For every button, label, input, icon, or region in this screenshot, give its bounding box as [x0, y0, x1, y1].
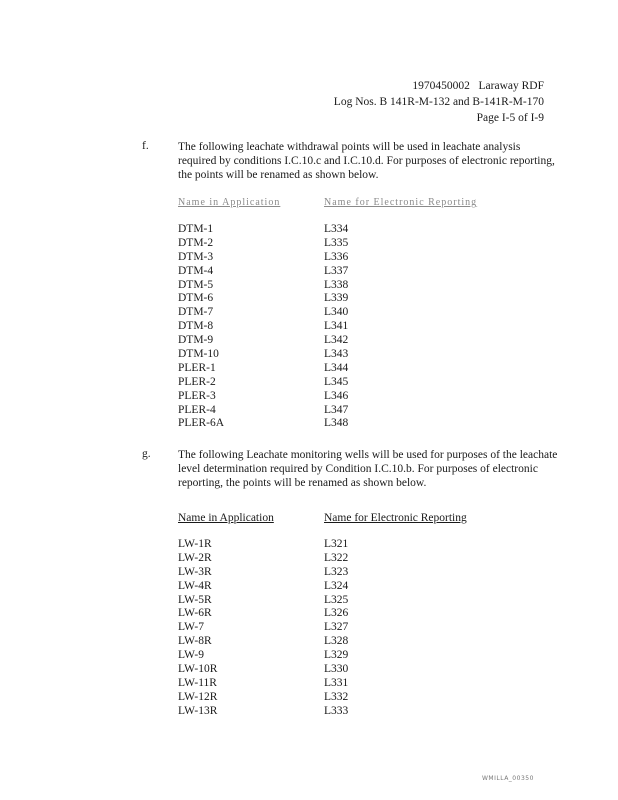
table-row: [178, 677, 444, 691]
electronic-reporting-name-cell: L328: [324, 635, 349, 648]
application-name-cell: LW-6R: [178, 607, 212, 620]
table-row: [178, 649, 444, 663]
header-page-number: Page I-5 of I-9: [476, 112, 544, 124]
application-name-cell: DTM-1: [178, 223, 214, 235]
electronic-reporting-name-cell: L330: [324, 663, 349, 676]
application-name-cell: LW-11R: [178, 676, 217, 689]
electronic-reporting-name-cell: L344: [324, 361, 349, 374]
table-row: [178, 621, 444, 635]
application-name-cell: DTM-4: [178, 264, 214, 277]
electronic-reporting-name-cell: L337: [324, 264, 349, 277]
electronic-reporting-name-cell: L340: [324, 306, 349, 319]
electronic-reporting-name-cell: L339: [324, 292, 349, 305]
table-row: [178, 376, 444, 390]
table-row: [178, 292, 444, 306]
table-row: [178, 223, 444, 237]
electronic-reporting-name-cell: L342: [324, 334, 349, 347]
electronic-reporting-name-cell: L332: [324, 690, 349, 703]
table-row: [178, 580, 444, 594]
section-f-col-b-header: Name for Electronic Reporting: [324, 197, 478, 208]
application-name-cell: PLER-6A: [178, 417, 224, 430]
electronic-reporting-name-cell: L327: [324, 621, 349, 634]
table-row: [178, 320, 444, 334]
electronic-reporting-name-cell: L338: [324, 278, 349, 291]
application-name-cell: DTM-2: [178, 236, 214, 249]
table-row: [178, 705, 444, 719]
application-name-cell: DTM-6: [178, 292, 214, 305]
table-row: [178, 607, 444, 621]
electronic-reporting-name-cell: L347: [324, 403, 349, 416]
application-name-cell: DTM-10: [178, 348, 219, 361]
application-name-cell: PLER-2: [178, 375, 216, 388]
section-g-paragraph: The following Leachate monitoring wells will be used for purposes of the leachate level determination required by Condition I.C.10.b. For purposes of electronic reporting, the points will be renamed as shown below.: [178, 449, 558, 489]
application-name-cell: LW-7: [178, 621, 204, 634]
application-name-cell: LW-8R: [178, 635, 212, 648]
table-row: [178, 306, 444, 320]
table-row: [178, 251, 444, 265]
electronic-reporting-name-cell: L348: [324, 417, 349, 430]
electronic-reporting-name-cell: L333: [324, 704, 349, 717]
table-row: [178, 417, 444, 431]
application-name-cell: LW-10R: [178, 663, 218, 676]
table-row: [178, 348, 444, 362]
electronic-reporting-name-cell: L341: [324, 320, 349, 333]
table-row: [178, 552, 444, 566]
electronic-reporting-name-cell: L331: [324, 676, 349, 689]
application-name-cell: LW-1R: [178, 538, 212, 550]
section-g-letter: g.: [142, 448, 151, 460]
table-row: [178, 334, 444, 348]
application-name-cell: DTM-8: [178, 320, 214, 333]
application-name-cell: LW-9: [178, 649, 204, 662]
section-f-col-a-header: Name in Application: [178, 197, 281, 208]
electronic-reporting-name-cell: L345: [324, 375, 349, 388]
bates-stamp: WMILLA_00350: [482, 775, 534, 782]
table-row: [178, 404, 444, 418]
application-name-cell: DTM-7: [178, 306, 214, 319]
application-name-cell: LW-2R: [178, 551, 212, 564]
application-name-cell: DTM-9: [178, 334, 214, 347]
application-name-cell: LW-13R: [178, 704, 218, 717]
application-name-cell: PLER-3: [178, 389, 216, 402]
table-row: [178, 538, 444, 552]
table-row: [178, 362, 444, 376]
section-g-col-b-header: Name for Electronic Reporting: [324, 512, 467, 524]
application-name-cell: LW-4R: [178, 579, 212, 592]
application-name-cell: LW-3R: [178, 565, 212, 578]
table-row: [178, 691, 444, 705]
application-name-cell: LW-12R: [178, 690, 218, 703]
table-row: [178, 663, 444, 677]
section-f-table: [178, 223, 444, 431]
electronic-reporting-name-cell: L323: [324, 565, 349, 578]
header-facility-line: 1970450002 Laraway RDF: [412, 80, 544, 92]
electronic-reporting-name-cell: L343: [324, 348, 349, 361]
electronic-reporting-name-cell: L326: [324, 607, 349, 620]
electronic-reporting-name-cell: L336: [324, 250, 349, 263]
electronic-reporting-name-cell: L322: [324, 551, 349, 564]
table-row: [178, 594, 444, 608]
table-row: [178, 390, 444, 404]
application-name-cell: DTM-3: [178, 250, 214, 263]
electronic-reporting-name-cell: L321: [324, 538, 349, 550]
table-row: [178, 566, 444, 580]
section-f-letter: f.: [142, 140, 149, 152]
application-name-cell: PLER-1: [178, 361, 216, 374]
electronic-reporting-name-cell: L324: [324, 579, 349, 592]
electronic-reporting-name-cell: L346: [324, 389, 349, 402]
application-name-cell: LW-5R: [178, 593, 212, 606]
application-name-cell: DTM-5: [178, 278, 214, 291]
table-row: [178, 265, 444, 279]
electronic-reporting-name-cell: L334: [324, 223, 349, 235]
application-name-cell: PLER-4: [178, 403, 216, 416]
table-row: [178, 635, 444, 649]
table-row: [178, 237, 444, 251]
electronic-reporting-name-cell: L329: [324, 649, 349, 662]
table-row: [178, 279, 444, 293]
section-g-table: [178, 538, 444, 719]
electronic-reporting-name-cell: L325: [324, 593, 349, 606]
electronic-reporting-name-cell: L335: [324, 236, 349, 249]
page-header: [334, 78, 544, 126]
section-f-paragraph: The following leachate withdrawal points will be used in leachate analysis required by conditions I.C.10.c and I.C.10.d. For purposes of electronic reporting, the points will be renamed as shown below.: [178, 141, 555, 181]
section-g-col-a-header: Name in Application: [178, 512, 274, 524]
header-log-numbers: Log Nos. B 141R-M-132 and B-141R-M-170: [333, 96, 544, 108]
